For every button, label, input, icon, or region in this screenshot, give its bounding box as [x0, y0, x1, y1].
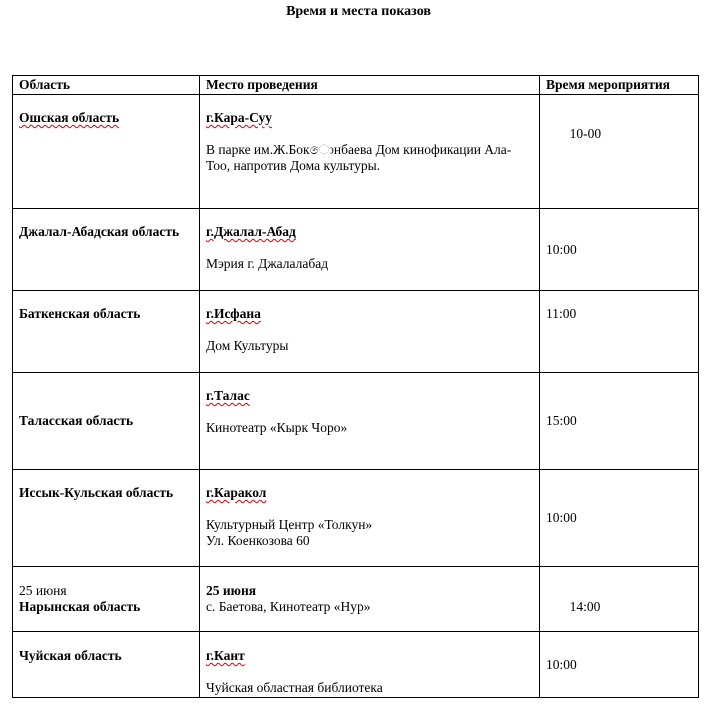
venue-line: Тоо, напротив Дома культуры.	[206, 158, 381, 173]
table-row	[13, 291, 699, 373]
table-row	[13, 95, 699, 209]
region-name: Иссык-Кульская область	[19, 485, 174, 500]
document-title: Время и места показов	[286, 4, 431, 19]
region-date: 25 июня	[19, 583, 67, 598]
time-cell	[540, 95, 699, 209]
time-cell	[540, 291, 699, 373]
region-name: Джалал-Абадская область	[19, 224, 180, 239]
region-cell	[13, 470, 200, 567]
city-name: г.Кант	[206, 648, 245, 663]
region-cell	[13, 373, 200, 470]
table-row	[13, 567, 699, 632]
venue-cell	[200, 95, 540, 209]
venue-line: Ул. Коенкозова 60	[206, 533, 310, 548]
venue-line: с. Баетова, Кинотеатр «Нур»	[206, 599, 371, 614]
table-row	[13, 632, 699, 698]
event-time: 14:00	[566, 599, 601, 614]
time-cell	[540, 373, 699, 470]
venue-line: Культурный Центр «Толкун»	[206, 517, 373, 532]
region-cell	[13, 291, 200, 373]
venue-cell	[200, 373, 540, 470]
event-time: 10:00	[546, 241, 577, 257]
venue-cell	[200, 209, 540, 291]
event-time: 10-00	[566, 126, 602, 141]
event-time: 10:00	[546, 656, 577, 672]
time-cell	[540, 632, 699, 698]
region-cell	[13, 567, 200, 632]
city-name: г.Каракол	[206, 485, 267, 500]
city-name: г.Кара-Суу	[206, 110, 273, 125]
region-cell	[13, 95, 200, 209]
venue-line: Кинотеатр «Кырк Чоро»	[206, 420, 348, 435]
city-name: г.Джалал-Абад	[206, 224, 296, 239]
time-cell	[540, 209, 699, 291]
table-row	[13, 209, 699, 291]
venue-line: Дом Культуры	[206, 338, 289, 353]
venue-cell	[200, 470, 540, 567]
region-name: Нарынская область	[19, 599, 141, 614]
region-name: Таласская область	[19, 413, 134, 428]
region-cell	[13, 632, 200, 698]
time-cell	[540, 567, 699, 632]
table-row	[13, 373, 699, 470]
time-cell	[540, 470, 699, 567]
header-region: Область	[13, 76, 200, 95]
venue-line: Чуйская областная библиотека	[206, 680, 383, 695]
table-header-row	[13, 76, 699, 95]
venue-cell	[200, 291, 540, 373]
region-name: Чуйская область	[19, 648, 122, 663]
event-time: 15:00	[546, 413, 577, 428]
table-row	[13, 470, 699, 567]
venue-cell	[200, 632, 540, 698]
venue-cell	[200, 567, 540, 632]
region-cell	[13, 209, 200, 291]
schedule-table	[12, 75, 699, 698]
event-date: 25 июня	[206, 583, 257, 598]
city-name: г.Исфана	[206, 306, 261, 321]
event-time: 11:00	[546, 306, 577, 321]
city-name: г.Талас	[206, 388, 250, 403]
header-venue: Место проведения	[200, 76, 540, 95]
header-time: Время мероприятия	[540, 76, 699, 95]
venue-line: Мэрия г. Джалалабад	[206, 256, 329, 271]
event-time: 10:00	[546, 510, 577, 525]
region-name: Ошская область	[19, 110, 120, 125]
region-name: Баткенская область	[19, 306, 141, 321]
venue-line: В парке им.Ж.Бокොнбаева Дом кинофикации Ала-	[206, 142, 512, 157]
